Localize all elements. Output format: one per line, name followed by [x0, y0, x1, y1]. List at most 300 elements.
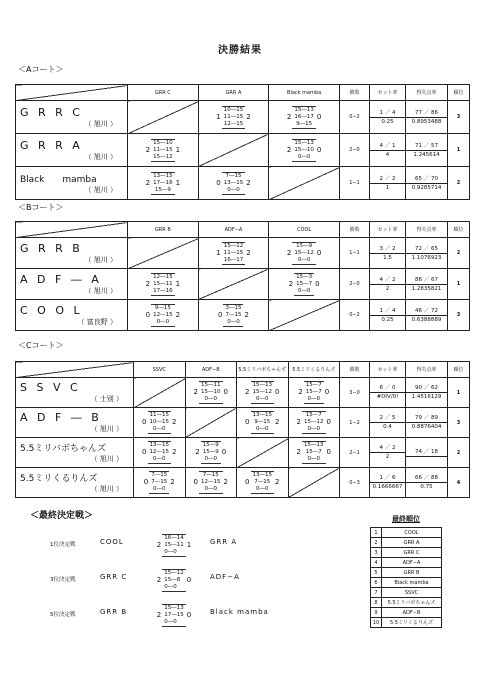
set-count-left: 0: [245, 418, 250, 426]
column-header: セット率: [370, 362, 406, 378]
team-town: （ 旭川 ）: [84, 286, 117, 295]
point-ratio: [406, 175, 447, 192]
final-rank-team: 5.5ミリくるりんズ: [382, 618, 442, 628]
set-count-right: 0: [275, 388, 280, 396]
set-ratio-top: 1 ／ 6: [370, 474, 405, 483]
match-score: [128, 139, 198, 162]
set-score: 15―10: [153, 139, 173, 146]
set-score: 13―15: [153, 172, 173, 179]
team-name-cell: [16, 269, 128, 300]
set-score: 16―14: [164, 534, 184, 541]
team-town: （ 旭川 ）: [90, 425, 123, 433]
column-header: 得失点率: [406, 362, 448, 378]
set-score: 15―13: [252, 382, 272, 388]
set-score: 9―15: [154, 304, 171, 311]
match-score: [199, 106, 269, 129]
final-team-2: ADF−A: [210, 573, 240, 581]
set-score: 11―15: [149, 412, 169, 418]
rank: 2: [448, 438, 470, 468]
team-name: A D F ― B: [20, 411, 102, 424]
final-ranking-row: [371, 538, 442, 548]
match-score: [289, 381, 340, 404]
final-ranking-row: [371, 618, 442, 628]
set-ratio-cell: [369, 269, 405, 300]
set-count-left: 0: [142, 418, 147, 426]
column-header: セット率: [369, 222, 405, 238]
set-score: 12―15: [149, 449, 169, 455]
set-count-right: 2: [246, 248, 251, 257]
set-score: 0―0: [307, 456, 320, 462]
team-town: （ 旭川 ）: [84, 119, 117, 128]
rank: 1: [448, 378, 470, 408]
point-ratio-cell: [405, 300, 447, 331]
set-ratio-cell: [369, 238, 405, 269]
match-cell: [269, 269, 340, 300]
final-rank-number: 10: [371, 618, 382, 628]
set-count-right: 1: [186, 540, 192, 549]
team-row: [16, 238, 470, 269]
point-ratio-bottom: 1.2835821: [411, 285, 442, 292]
column-header: 勝敗: [339, 85, 369, 101]
point-ratio: [406, 448, 447, 457]
final-rank-team: GRR C: [382, 548, 442, 558]
set-score: 15―12: [304, 419, 324, 425]
set-ratio-bottom: 1: [385, 184, 390, 191]
set-count-right: 2: [246, 112, 251, 121]
set-count-left: 2: [145, 178, 151, 187]
set-ratio: [370, 384, 405, 401]
set-scores: [201, 441, 221, 464]
final-ranking-heading: 最終順位: [392, 515, 420, 523]
set-count-left: 2: [286, 145, 292, 154]
team-name: S S V C: [20, 381, 81, 394]
final-ranking-table: [370, 527, 442, 628]
set-score: 0―0: [256, 486, 269, 492]
point-ratio-top: 79 ／ 89: [406, 414, 447, 423]
set-count-left: 0: [142, 448, 147, 456]
set-scores: [292, 106, 316, 129]
set-ratio-bottom: 0.25: [381, 118, 394, 125]
win-loss: 0−3: [340, 468, 370, 498]
set-count-left: 2: [145, 279, 151, 288]
set-count-right: 0: [221, 448, 227, 456]
match-cell: [288, 378, 340, 408]
set-ratio: [370, 142, 405, 159]
team-town: （ 旭川 ）: [84, 185, 117, 194]
final-score: [150, 530, 198, 560]
point-ratio-top: 72 ／ 65: [406, 245, 447, 254]
final-ranking-row: [371, 548, 442, 558]
final-ranking: [370, 514, 442, 628]
point-ratio-bottom: 0.75: [420, 484, 433, 490]
point-ratio-cell: [406, 408, 448, 438]
set-score: 13―15: [252, 412, 272, 418]
column-header: 勝敗: [340, 362, 370, 378]
final-ranking-row: [371, 608, 442, 618]
final-team-1: GRR B: [100, 608, 128, 616]
point-ratio: [406, 307, 447, 324]
team-name-cell: [16, 468, 134, 498]
set-score: 7―15: [151, 479, 168, 485]
set-score: 0―0: [307, 426, 320, 432]
set-score: 0―0: [153, 426, 166, 432]
final-score-box: [150, 565, 198, 595]
set-ratio-top: 2 ／ 5: [370, 414, 405, 423]
match-score: [128, 304, 198, 327]
set-score: 9―15: [254, 419, 271, 425]
point-ratio-cell: [405, 269, 447, 300]
set-ratio-cell: [370, 468, 406, 498]
win-loss: 2−1: [340, 438, 370, 468]
set-score: 15―12: [153, 153, 173, 160]
set-count-right: 0: [315, 279, 320, 288]
set-scores: [151, 172, 175, 195]
set-count-right: 1: [175, 145, 181, 154]
page-title: 決勝結果: [218, 45, 262, 56]
final-score: [150, 600, 198, 630]
set-score: 0―0: [297, 256, 311, 263]
match-cell: [237, 378, 289, 408]
set-scores: [251, 471, 275, 494]
set-scores: [148, 441, 172, 464]
set-score: 0―0: [204, 396, 217, 402]
set-ratio-bottom: 2: [385, 285, 390, 292]
set-scores: [222, 106, 246, 129]
set-score: 7―15: [151, 472, 168, 478]
set-count-left: 0: [218, 310, 223, 319]
team-row: [16, 269, 470, 300]
rank: 1: [447, 269, 469, 300]
set-count-left: 0: [143, 478, 149, 486]
match-score: [237, 381, 288, 404]
column-header: Black mamba: [269, 85, 340, 101]
set-score: 15―11: [153, 280, 173, 287]
match-score: [269, 139, 339, 162]
team-town: （ 富良野 ）: [77, 317, 117, 326]
final-team-2: Black mamba: [210, 608, 269, 616]
team-name-cell: [16, 408, 134, 438]
set-score: 0―0: [204, 456, 217, 462]
set-score: 15―12: [164, 569, 184, 576]
set-score: 15―9: [296, 242, 313, 249]
self-match-cell: [288, 468, 340, 498]
set-score: 15―7: [305, 382, 322, 388]
set-count-right: 2: [223, 478, 228, 486]
match-score: [186, 381, 237, 404]
team-name-cell: [16, 167, 128, 200]
team-name: G R R A: [20, 138, 83, 152]
rank: 2: [447, 167, 469, 200]
point-ratio: [406, 109, 447, 126]
point-ratio-cell: [405, 167, 447, 200]
set-count-right: 0: [316, 145, 322, 154]
set-ratio-bottom: 4: [385, 151, 390, 158]
team-row: [16, 300, 470, 331]
column-header: ADF−A: [198, 222, 269, 238]
point-ratio-bottom: 0.6388889: [411, 316, 442, 323]
set-ratio-cell: [369, 300, 405, 331]
final-match: [0, 596, 360, 634]
point-ratio-bottom: 1.245614: [413, 151, 440, 158]
column-header: COOL: [269, 222, 340, 238]
self-match-cell: [198, 269, 269, 300]
match-score: [199, 242, 269, 265]
rank: 3: [448, 408, 470, 438]
set-ratio-top: 4 ／ 2: [370, 444, 405, 453]
match-score: [269, 273, 339, 296]
point-ratio-top: 66 ／ 88: [406, 474, 447, 483]
final-team-1: COOL: [100, 538, 124, 546]
win-loss: 2−0: [339, 134, 369, 167]
set-count-right: 2: [244, 310, 249, 319]
set-count-right: 2: [172, 418, 177, 426]
finals-heading: ＜最終決定戦＞: [30, 511, 94, 521]
set-score: 10―15: [223, 106, 244, 113]
set-score: 7―15: [202, 472, 219, 478]
match-cell: [269, 101, 340, 134]
match-cell: [128, 300, 199, 331]
win-loss: 1−1: [339, 238, 369, 269]
point-ratio: [406, 142, 447, 159]
point-ratio-bottom: 0.8876404: [411, 424, 442, 430]
final-ranking-row: [371, 528, 442, 538]
set-score: 16―17: [294, 113, 314, 120]
point-ratio-top: 46 ／ 72: [406, 307, 447, 316]
set-scores: [222, 172, 246, 195]
match-cell: [128, 167, 199, 200]
point-ratio-bottom: 1.4516129: [411, 394, 442, 400]
team-name-cell: [16, 438, 134, 468]
point-ratio-top: 77 ／ 86: [406, 109, 447, 118]
team-name: Black mamba: [20, 174, 97, 185]
set-count-right: 0: [186, 610, 192, 619]
final-match: [0, 561, 360, 599]
win-loss: 0−2: [339, 300, 369, 331]
set-score: 15―3: [296, 273, 313, 280]
match-cell: [269, 238, 340, 269]
set-count-right: 2: [172, 448, 177, 456]
team-name: G R R B: [20, 241, 83, 255]
set-score: 15―12: [252, 389, 272, 395]
set-score: 0―0: [156, 318, 170, 325]
self-match-cell: [128, 238, 199, 269]
set-count-left: 2: [156, 610, 162, 619]
set-ratio-bottom: #DIV/0!: [376, 394, 399, 400]
self-match-cell: [237, 438, 289, 468]
point-ratio-cell: [406, 468, 448, 498]
win-loss: 0−2: [339, 101, 369, 134]
match-cell: [128, 269, 199, 300]
set-ratio: [370, 414, 405, 431]
set-ratio: [370, 245, 405, 262]
point-ratio-bottom: 0.9285714: [411, 184, 442, 191]
set-score: 17―16: [153, 179, 173, 186]
column-header: GRR C: [128, 85, 199, 101]
set-ratio-top: 6 ／ 0: [370, 384, 405, 393]
team-town: （ 旭川 ）: [84, 152, 117, 161]
set-count-left: 0: [193, 478, 198, 486]
match-cell: [134, 438, 186, 468]
self-match-cell: [198, 134, 269, 167]
final-rank-team: SSVC: [382, 588, 442, 598]
team-row: [16, 468, 470, 498]
set-count-left: 2: [193, 388, 198, 396]
point-ratio-top: 86 ／ 67: [406, 276, 447, 285]
set-ratio-cell: [369, 134, 405, 167]
set-scores: [151, 273, 175, 296]
match-score: [134, 411, 185, 434]
final-ranking-row: [371, 558, 442, 568]
set-scores: [162, 569, 186, 592]
set-ratio: [370, 474, 405, 491]
set-score: 11―15: [223, 113, 244, 120]
match-cell: [134, 468, 186, 498]
set-ratio-top: 4 ／ 1: [370, 142, 405, 151]
set-score: 0―0: [256, 426, 269, 432]
set-score: 15―13: [294, 139, 314, 146]
set-score: 15―7: [305, 449, 322, 455]
point-ratio: [406, 474, 447, 491]
set-score: 16―17: [223, 256, 244, 263]
set-score: 15―11: [201, 382, 221, 388]
set-score: 10―15: [149, 419, 169, 425]
set-count-left: 2: [286, 248, 292, 257]
set-scores: [222, 242, 246, 265]
team-row: [16, 134, 470, 167]
set-score: 15―10: [294, 146, 314, 153]
rank: 1: [447, 134, 469, 167]
team-row: [16, 438, 470, 468]
point-ratio: [406, 276, 447, 293]
self-match-cell: [134, 378, 186, 408]
team-name: 5.5ミリくるりんズ: [20, 474, 98, 484]
final-ranking-row: [371, 578, 442, 588]
point-ratio-cell: [405, 238, 447, 269]
set-score: 0―0: [227, 318, 240, 325]
set-score: 15―13: [164, 604, 184, 611]
set-ratio: [370, 444, 405, 461]
set-count-right: 0: [316, 248, 322, 257]
column-header: 5.5ミリくるりんズ: [288, 362, 340, 378]
set-score: 0―0: [164, 618, 177, 625]
court-c-label: ＜Cコート＞: [18, 341, 64, 350]
set-score: 0―0: [153, 456, 166, 462]
set-scores: [251, 411, 275, 434]
set-ratio-top: 1 ／ 4: [370, 109, 405, 118]
set-scores: [162, 534, 186, 557]
win-loss: 1−2: [340, 408, 370, 438]
match-score: [128, 273, 198, 296]
set-score: 13―15: [223, 179, 244, 186]
match-cell: [198, 101, 269, 134]
corner-cell: [16, 362, 134, 378]
set-score: 15―7: [296, 280, 313, 287]
set-score: 15―10: [201, 389, 221, 395]
column-header: 順位: [448, 362, 470, 378]
point-ratio-top: 74 ／ 18: [406, 448, 447, 457]
set-count-left: 2: [296, 448, 301, 456]
point-ratio-cell: [405, 134, 447, 167]
set-count-left: 0: [216, 178, 221, 187]
column-header: 順位: [447, 222, 469, 238]
match-cell: [269, 134, 340, 167]
match-score: [269, 242, 339, 265]
set-scores: [151, 139, 175, 162]
win-loss: 3−0: [340, 378, 370, 408]
match-cell: [288, 438, 340, 468]
set-scores: [149, 471, 169, 494]
set-count-left: 0: [145, 310, 151, 319]
win-loss: 1−1: [339, 167, 369, 200]
set-ratio: [370, 276, 405, 293]
court-b-label: ＜Bコート＞: [18, 203, 64, 212]
set-ratio-top: 4 ／ 2: [370, 276, 405, 285]
set-count-right: 2: [170, 478, 175, 486]
point-ratio-cell: [406, 438, 448, 468]
team-town: （ 士別 ）: [90, 395, 123, 403]
set-score: 11―15: [223, 249, 244, 256]
set-count-right: 0: [326, 448, 331, 456]
set-scores: [148, 411, 172, 434]
final-match-label: 1位決定戦: [50, 542, 76, 548]
set-count-left: 1: [216, 112, 221, 121]
set-ratio-bottom: 1.5: [383, 254, 392, 261]
self-match-cell: [269, 167, 340, 200]
set-score: 0―0: [164, 583, 177, 590]
self-match-cell: [185, 408, 237, 438]
set-score: 0―0: [297, 153, 311, 160]
final-rank-number: 9: [371, 608, 382, 618]
team-row: [16, 167, 470, 200]
final-rank-number: 2: [371, 538, 382, 548]
set-count-right: 0: [186, 575, 192, 584]
match-cell: [198, 238, 269, 269]
match-cell: [185, 378, 237, 408]
final-score-box: [150, 600, 198, 630]
final-rank-team: 5.5ミリバボちゃんズ: [382, 598, 442, 608]
set-count-left: 0: [245, 478, 250, 486]
match-score: [289, 411, 340, 434]
column-header: GRR A: [198, 85, 269, 101]
match-cell: [185, 468, 237, 498]
point-ratio: [406, 414, 447, 431]
set-count-right: 0: [316, 112, 322, 121]
set-count-right: 2: [175, 310, 181, 319]
set-scores: [294, 273, 314, 296]
set-count-left: 2: [156, 575, 162, 584]
court-b-table: [15, 221, 470, 331]
set-count-right: 2: [275, 478, 280, 486]
set-score: 15―13: [294, 106, 314, 113]
match-cell: [185, 438, 237, 468]
court-a-table: [15, 84, 470, 200]
final-rank-number: 3: [371, 548, 382, 558]
final-ranking-row: [371, 588, 442, 598]
set-ratio-cell: [370, 408, 406, 438]
set-count-right: 1: [175, 178, 181, 187]
match-cell: [237, 408, 289, 438]
set-score: 0―0: [307, 396, 320, 402]
point-ratio-bottom: 0.8953488: [411, 118, 442, 125]
set-ratio-cell: [369, 101, 405, 134]
point-ratio-cell: [405, 101, 447, 134]
rank: 3: [447, 300, 469, 331]
set-score: 11―15: [153, 146, 173, 153]
set-score: 0―0: [164, 548, 177, 555]
set-ratio-cell: [370, 378, 406, 408]
set-scores: [292, 139, 316, 162]
final-score-box: [150, 530, 198, 560]
